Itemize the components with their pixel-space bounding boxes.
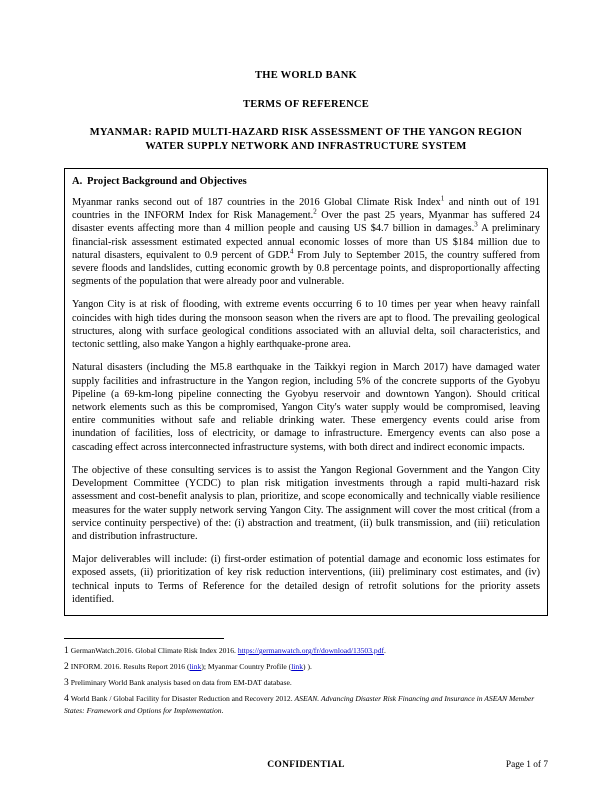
footnote-2-link-2[interactable]: link [291, 661, 304, 671]
paragraph-5: Major deliverables will include: (i) first-order estimation of potential damage and economic loss estimates for exposed assets, (ii) prioritization of key risk reduction interventions, (iii) preliminary cost estimates, and (iv) technical inputs to Terms of Reference for the detailed design of retrofit solutions for the priority assets identified. [72, 554, 540, 605]
footnote-2-text-c: ) ). [303, 661, 312, 671]
paragraph-1-part-e: From July to September 2015, the country suffered from severe floods and landslides, cutting economic growth by 0.8 percentage points, and disproportionally affecting segments of the population that were already poor and vulnerable. [72, 249, 540, 288]
paragraph-1-part-c: Over the past 25 years, Myanmar has suffered 24 disaster events affecting more than 4 million people and causing US $4.7 billion in damages. [72, 210, 540, 235]
section-title: Project Background and Objectives [87, 176, 247, 188]
footnote-1-url-link[interactable]: https://germanwatch.org/fr/download/13503.pdf [237, 646, 385, 655]
footnote-4-title: ASEAN. Advancing Disaster Risk Financing and Insurance in ASEAN Member States: Framework and Options for Implementation [64, 693, 535, 716]
footnote-4 [64, 693, 548, 717]
paragraph-1-part-d: A preliminary financial-risk assessment estimated expected annual economic losses of more than US $184 million due to natural disasters, equivalent to 0.9 percent of GDP. [72, 223, 540, 261]
title-project [64, 126, 548, 156]
footnote-3-number: 3 [64, 677, 69, 688]
body-content-box [64, 168, 548, 616]
paragraph-1-part-b: and ninth out of 191 countries in the INFORM Index for Risk Management. [72, 196, 540, 222]
section-heading-a [72, 175, 540, 189]
footer-confidential-label: CONFIDENTIAL [267, 760, 345, 770]
title-project-line-2: WATER SUPPLY NETWORK AND INFRASTRUCTURE SYSTEM [145, 141, 467, 153]
page-content [64, 0, 548, 616]
paragraph-4: The objective of these consulting services is to assist the Yangon Regional Government and the Yangon City Development Committee (YCDC) to plan risk mitigation investments through a rapid multi-hazard risk assessment and cost-benefit analysis to plan, prioritize, and scope economically and technically viable resilience measures for the water supply network serving Yangon City. The assignment will cover the most critical (from a service continuity perspective) of the: (i) abstraction and treatment, (ii) bulk transmission, and (iii) reticulation and distribution infrastructure. [72, 464, 540, 542]
footnote-1-tail: . [384, 646, 386, 655]
footnotes-section [64, 638, 548, 720]
footnote-separator-rule [64, 638, 224, 639]
footnote-3 [64, 677, 548, 690]
footer-page-number: Page 1 of 7 [505, 760, 548, 770]
footnote-4-text-a: World Bank / Global Facility for Disaster Reduction and Recovery 2012. [70, 693, 295, 703]
footnote-2-text-a: INFORM. 2016. Results Report 2016 ( [70, 661, 190, 671]
footnote-4-text-b: . [221, 706, 224, 716]
footnote-1-number: 1 [64, 646, 69, 656]
page-footer [64, 760, 548, 774]
footnote-marker-1: 1 [440, 194, 445, 203]
document-title-block [64, 0, 548, 155]
footnote-2-link-1[interactable]: link [189, 661, 202, 671]
paragraph-1-part-a: Myanmar ranks second out of 187 countries in the 2016 Global Climate Risk Index [72, 196, 441, 208]
footnote-marker-3: 3 [474, 220, 478, 229]
footnote-marker-4: 4 [289, 247, 294, 256]
paragraph-3: Natural disasters (including the M5.8 earthquake in the Taikkyi region in March 2017) have damaged water supply facilities and infrastructure in the Yangon region, including 5% of the concrete supports of the Gyobyu Pipeline (a 69-km-long pipeline connecting the Gyobyu reservoir and downtown Yangon). Should critical network elements such as this be compromised, Yangon City's water supply would be compromised, leaving entire communities without safe and reliable drinking water. These emergency events could arise from inundation of facilities, loss of electricity, or damage to infrastructure. Emergency events can also pose a cascading effect across interconnected infrastructure systems, with both direct and indirect economic impacts. [72, 362, 540, 453]
footnote-4-number: 4 [64, 693, 69, 704]
footnote-2 [64, 661, 548, 674]
paragraph-1 [72, 196, 540, 289]
footnote-2-number: 2 [64, 661, 69, 672]
footnote-2-text-b: ); Myanmar Country Profile ( [201, 661, 292, 671]
footnote-3-text: Preliminary World Bank analysis based on data from EM-DAT database. [70, 677, 292, 687]
footnote-1 [64, 645, 548, 658]
title-project-line-1: MYANMAR: RAPID MULTI-HAZARD RISK ASSESSMENT OF THE YANGON REGION [89, 126, 523, 138]
paragraph-2: Yangon City is at risk of flooding, with extreme events occurring 6 to 10 times per year when heavy rainfall coincides with high tides during the monsoon season when the rivers are apt to flood. The prevailing geological structures, along with surface geological conditions associated with an alluvial delta, soil characteristics, and tectonic settling, also make Yangon a highly earthquake-prone area. [72, 299, 540, 351]
section-letter: A. [72, 176, 83, 188]
title-organization: THE WORLD BANK [255, 70, 357, 81]
footnote-1-text: GermanWatch.2016. Global Climate Risk Index 2016. [70, 646, 236, 655]
title-document-type: TERMS OF REFERENCE [242, 98, 370, 110]
footnote-marker-2: 2 [313, 207, 317, 216]
